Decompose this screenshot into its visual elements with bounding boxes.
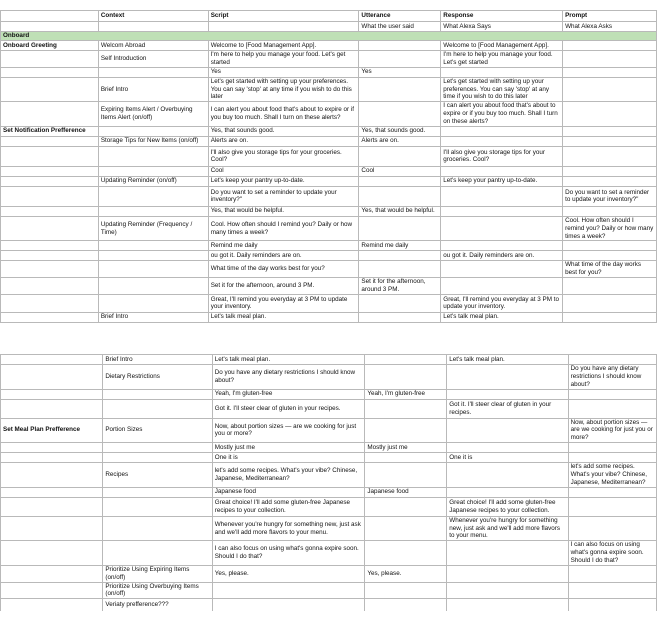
prompt-cell: Do you have any dietary restrictions I should know about? bbox=[568, 365, 656, 390]
prompt-cell bbox=[568, 355, 656, 365]
prompt-cell bbox=[563, 241, 657, 251]
table-row bbox=[1, 166, 657, 176]
group-cell bbox=[1, 51, 99, 68]
prompt-cell bbox=[568, 389, 656, 399]
utterance-cell bbox=[365, 582, 447, 599]
column-subheader: What the user said bbox=[359, 22, 441, 32]
table-row bbox=[1, 365, 657, 390]
prompt-cell: Do you want to set a reminder to update your inventory?" bbox=[563, 186, 657, 206]
table-row bbox=[1, 399, 657, 418]
column-header: Script bbox=[208, 11, 359, 22]
script-cell bbox=[212, 582, 365, 599]
utterance-cell bbox=[359, 77, 441, 102]
script-cell: Set it for the afternoon, around 3 PM. bbox=[208, 278, 359, 295]
context-cell bbox=[98, 261, 208, 278]
response-cell bbox=[447, 599, 568, 611]
group-cell bbox=[1, 176, 99, 186]
utterance-cell bbox=[359, 294, 441, 312]
prompt-cell bbox=[568, 443, 656, 453]
script-cell: Now, about portion sizes — are we cooking for just you or more? bbox=[212, 418, 365, 443]
prompt-cell bbox=[568, 599, 656, 611]
group-cell bbox=[1, 166, 99, 176]
script-cell: ou got it. Daily reminders are on. bbox=[208, 251, 359, 261]
table-row bbox=[1, 51, 657, 68]
group-cell bbox=[1, 443, 103, 453]
utterance-cell: Yes bbox=[359, 67, 441, 77]
response-cell bbox=[441, 241, 563, 251]
script-cell: Let's get started with setting up your preferences. You can say 'stop' at any time if you wish to do this later bbox=[208, 77, 359, 102]
prompt-cell bbox=[568, 453, 656, 463]
context-cell: Welcom Abroad bbox=[98, 41, 208, 51]
response-cell: I'm here to help you manage your food. Let's get started bbox=[441, 51, 563, 68]
response-cell: One it is bbox=[447, 453, 568, 463]
group-cell bbox=[1, 216, 99, 241]
prompt-cell bbox=[563, 51, 657, 68]
utterance-cell bbox=[359, 102, 441, 127]
script-cell: Yes, please. bbox=[212, 565, 365, 582]
response-cell bbox=[447, 463, 568, 488]
context-cell: Updating Reminder (on/off) bbox=[98, 176, 208, 186]
table-row bbox=[1, 102, 657, 127]
column-header bbox=[1, 11, 99, 22]
group-cell bbox=[1, 582, 103, 599]
context-cell bbox=[98, 166, 208, 176]
script-cell: Got it. I'll steer clear of gluten in your recipes. bbox=[212, 399, 365, 418]
response-cell bbox=[447, 541, 568, 566]
context-cell: Prioritize Using Overbuying Items (on/off) bbox=[103, 582, 212, 599]
column-subheader bbox=[1, 22, 99, 32]
context-cell bbox=[98, 278, 208, 295]
table-row bbox=[1, 355, 657, 365]
prompt-cell: What time of the day works best for you? bbox=[563, 261, 657, 278]
utterance-cell bbox=[365, 463, 447, 488]
script-cell: Let's talk meal plan. bbox=[208, 312, 359, 322]
context-cell: Storage Tips for New Items (on/off) bbox=[98, 136, 208, 146]
script-cell: Great, I'll remind you everyday at 3 PM to update your inventory. bbox=[208, 294, 359, 312]
group-cell bbox=[1, 389, 103, 399]
script-cell: One it is bbox=[212, 453, 365, 463]
table-row bbox=[1, 261, 657, 278]
group-cell bbox=[1, 261, 99, 278]
script-cell: I'll also give you storage tips for your groceries. Cool? bbox=[208, 146, 359, 166]
table-row bbox=[1, 487, 657, 497]
prompt-cell: Now, about portion sizes — are we cooking for just you or more? bbox=[568, 418, 656, 443]
table-row bbox=[1, 136, 657, 146]
group-cell bbox=[1, 102, 99, 127]
script-cell: Great choice! I'll add some gluten-free Japanese recipes to your collection. bbox=[212, 497, 365, 516]
group-cell bbox=[1, 516, 103, 541]
column-subheader: What Alexa Says bbox=[441, 22, 563, 32]
context-cell bbox=[103, 487, 212, 497]
context-cell bbox=[103, 389, 212, 399]
dialog-script-table-meal-plan bbox=[0, 354, 657, 611]
column-subheader: What Alexa Asks bbox=[563, 22, 657, 32]
utterance-cell: Set it for the afternoon, around 3 PM. bbox=[359, 278, 441, 295]
response-cell bbox=[441, 216, 563, 241]
table-row bbox=[1, 599, 657, 611]
script-cell: Welcome to [Food Management App]. bbox=[208, 41, 359, 51]
prompt-cell bbox=[563, 41, 657, 51]
response-cell: Whenever you're hungry for something new, just ask and we'll add more flavors to your menu. bbox=[447, 516, 568, 541]
response-cell bbox=[447, 582, 568, 599]
utterance-cell bbox=[359, 312, 441, 322]
group-cell bbox=[1, 487, 103, 497]
table-row bbox=[1, 186, 657, 206]
column-header: Context bbox=[98, 11, 208, 22]
response-cell: Great choice! I'll add some gluten-free Japanese recipes to your collection. bbox=[447, 497, 568, 516]
script-cell: Whenever you're hungry for something new, just ask and we'll add more flavors to your menu. bbox=[212, 516, 365, 541]
response-cell: Welcome to [Food Management App]. bbox=[441, 41, 563, 51]
table-row bbox=[1, 77, 657, 102]
response-cell: Let's talk meal plan. bbox=[447, 355, 568, 365]
table-row bbox=[1, 582, 657, 599]
table-row bbox=[1, 146, 657, 166]
utterance-cell bbox=[359, 41, 441, 51]
group-cell bbox=[1, 312, 99, 322]
utterance-cell bbox=[359, 146, 441, 166]
context-cell bbox=[103, 541, 212, 566]
table-row bbox=[1, 443, 657, 453]
group-cell bbox=[1, 67, 99, 77]
script-cell: Cool. How often should I remind you? Daily or how many times a week? bbox=[208, 216, 359, 241]
context-cell bbox=[103, 516, 212, 541]
group-cell bbox=[1, 365, 103, 390]
prompt-cell bbox=[563, 251, 657, 261]
script-cell: I can also focus on using what's gonna expire soon. Should I do that? bbox=[212, 541, 365, 566]
context-cell bbox=[103, 399, 212, 418]
response-cell bbox=[441, 261, 563, 278]
context-cell bbox=[103, 443, 212, 453]
prompt-cell bbox=[563, 126, 657, 136]
spreadsheet-meal-plan bbox=[0, 354, 657, 611]
utterance-cell: Alerts are on. bbox=[359, 136, 441, 146]
utterance-cell bbox=[365, 497, 447, 516]
script-cell: Yeah, I'm gluten-free bbox=[212, 389, 365, 399]
header-row bbox=[1, 11, 657, 22]
table-row bbox=[1, 541, 657, 566]
table-row bbox=[1, 418, 657, 443]
response-cell: Let's talk meal plan. bbox=[441, 312, 563, 322]
utterance-cell bbox=[365, 399, 447, 418]
context-cell bbox=[98, 146, 208, 166]
response-cell bbox=[441, 67, 563, 77]
group-cell bbox=[1, 355, 103, 365]
response-cell bbox=[447, 365, 568, 390]
context-cell bbox=[98, 241, 208, 251]
table-row bbox=[1, 312, 657, 322]
response-cell bbox=[441, 206, 563, 216]
context-cell bbox=[98, 251, 208, 261]
script-cell: Yes bbox=[208, 67, 359, 77]
context-cell bbox=[98, 206, 208, 216]
table-row bbox=[1, 453, 657, 463]
utterance-cell bbox=[359, 176, 441, 186]
context-cell: Brief Intro bbox=[103, 355, 212, 365]
script-cell: Alerts are on. bbox=[208, 136, 359, 146]
table-row bbox=[1, 67, 657, 77]
response-cell: Let's keep your pantry up-to-date. bbox=[441, 176, 563, 186]
script-cell: Mostly just me bbox=[212, 443, 365, 453]
response-cell: Got it. I'll steer clear of gluten in your recipes. bbox=[447, 399, 568, 418]
prompt-cell bbox=[563, 294, 657, 312]
context-cell bbox=[103, 497, 212, 516]
utterance-cell: Cool bbox=[359, 166, 441, 176]
response-cell bbox=[441, 278, 563, 295]
group-cell bbox=[1, 294, 99, 312]
table-row bbox=[1, 389, 657, 399]
response-cell bbox=[447, 443, 568, 453]
section-title: Onboard bbox=[1, 32, 657, 41]
prompt-cell bbox=[563, 278, 657, 295]
utterance-cell bbox=[359, 216, 441, 241]
prompt-cell bbox=[563, 166, 657, 176]
prompt-cell bbox=[563, 312, 657, 322]
table-row bbox=[1, 278, 657, 295]
context-cell: Expiring Items Alert / Overbuying Items Alert (on/off) bbox=[98, 102, 208, 127]
context-cell bbox=[98, 294, 208, 312]
prompt-cell bbox=[563, 67, 657, 77]
table-row bbox=[1, 216, 657, 241]
prompt-cell bbox=[568, 516, 656, 541]
table-row bbox=[1, 251, 657, 261]
prompt-cell bbox=[568, 582, 656, 599]
table-row bbox=[1, 463, 657, 488]
script-cell: I'm here to help you manage your food. Let's get started bbox=[208, 51, 359, 68]
utterance-cell bbox=[365, 516, 447, 541]
response-cell: Let's get started with setting up your preferences. You can say 'stop' at any time if you wish to do this later bbox=[441, 77, 563, 102]
prompt-cell: Cool. How often should I remind you? Daily or how many times a week? bbox=[563, 216, 657, 241]
group-cell: Set Meal Plan Prefference bbox=[1, 418, 103, 443]
context-cell: Updating Reminder (Frequency / Time) bbox=[98, 216, 208, 241]
table-row bbox=[1, 41, 657, 51]
script-cell: Japanese food bbox=[212, 487, 365, 497]
response-cell bbox=[447, 565, 568, 582]
response-cell: I'll also give you storage tips for your groceries. Cool? bbox=[441, 146, 563, 166]
prompt-cell bbox=[568, 565, 656, 582]
utterance-cell bbox=[365, 453, 447, 463]
column-header: Response bbox=[441, 11, 563, 22]
context-cell: Brief Intro bbox=[98, 312, 208, 322]
utterance-cell bbox=[359, 51, 441, 68]
context-cell bbox=[98, 67, 208, 77]
column-subheader bbox=[98, 22, 208, 32]
group-cell bbox=[1, 497, 103, 516]
context-cell: Recipes bbox=[103, 463, 212, 488]
script-cell: What time of the day works best for you? bbox=[208, 261, 359, 278]
dialog-script-table-onboarding bbox=[0, 10, 657, 323]
utterance-cell bbox=[365, 541, 447, 566]
utterance-cell: Yes, that sounds good. bbox=[359, 126, 441, 136]
group-cell bbox=[1, 206, 99, 216]
utterance-cell: Yes, please. bbox=[365, 565, 447, 582]
script-cell: Let's keep your pantry up-to-date. bbox=[208, 176, 359, 186]
context-cell bbox=[98, 126, 208, 136]
response-cell bbox=[447, 418, 568, 443]
prompt-cell bbox=[563, 77, 657, 102]
group-cell bbox=[1, 399, 103, 418]
group-cell bbox=[1, 251, 99, 261]
section-row bbox=[1, 32, 657, 41]
context-cell: Veriaty prefference??? bbox=[103, 599, 212, 611]
group-cell bbox=[1, 186, 99, 206]
column-subheader bbox=[208, 22, 359, 32]
prompt-cell bbox=[563, 102, 657, 127]
prompt-cell: I can also focus on using what's gonna expire soon. Should I do that? bbox=[568, 541, 656, 566]
spreadsheet-onboarding bbox=[0, 10, 657, 328]
script-cell: Let's talk meal plan. bbox=[212, 355, 365, 365]
script-cell: I can alert you about food that's about to expire or if you buy too much. Shall I turn on these alerts? bbox=[208, 102, 359, 127]
table-row bbox=[1, 126, 657, 136]
script-cell: Do you have any dietary restrictions I should know about? bbox=[212, 365, 365, 390]
column-header: Utterance bbox=[359, 11, 441, 22]
context-cell: Portion Sizes bbox=[103, 418, 212, 443]
prompt-cell bbox=[568, 497, 656, 516]
response-cell: Great, I'll remind you everyday at 3 PM to update your inventory. bbox=[441, 294, 563, 312]
prompt-cell: let's add some recipes. What's your vibe? Chinese, Japanese, Mediterranean? bbox=[568, 463, 656, 488]
subheader-row bbox=[1, 22, 657, 32]
group-cell bbox=[1, 599, 103, 611]
utterance-cell bbox=[365, 355, 447, 365]
script-cell bbox=[212, 599, 365, 611]
column-header: Prompt bbox=[563, 11, 657, 22]
group-cell bbox=[1, 136, 99, 146]
table-row bbox=[1, 241, 657, 251]
utterance-cell bbox=[359, 186, 441, 206]
script-cell: Do you want to set a reminder to update your inventory?" bbox=[208, 186, 359, 206]
script-cell: Cool bbox=[208, 166, 359, 176]
group-cell bbox=[1, 278, 99, 295]
response-cell bbox=[441, 126, 563, 136]
script-cell: Remind me daily bbox=[208, 241, 359, 251]
context-cell bbox=[103, 453, 212, 463]
table-row bbox=[1, 294, 657, 312]
group-cell bbox=[1, 241, 99, 251]
group-cell bbox=[1, 565, 103, 582]
response-cell bbox=[441, 166, 563, 176]
script-cell: let's add some recipes. What's your vibe? Chinese, Japanese, Mediterranean? bbox=[212, 463, 365, 488]
response-cell bbox=[441, 136, 563, 146]
response-cell: ou got it. Daily reminders are on. bbox=[441, 251, 563, 261]
context-cell: Brief Intro bbox=[98, 77, 208, 102]
table-row bbox=[1, 516, 657, 541]
group-cell bbox=[1, 77, 99, 102]
group-cell bbox=[1, 453, 103, 463]
utterance-cell: Japanese food bbox=[365, 487, 447, 497]
utterance-cell bbox=[359, 251, 441, 261]
group-cell bbox=[1, 146, 99, 166]
prompt-cell bbox=[568, 399, 656, 418]
context-cell: Self Introduction bbox=[98, 51, 208, 68]
group-cell bbox=[1, 541, 103, 566]
utterance-cell bbox=[365, 418, 447, 443]
prompt-cell bbox=[563, 136, 657, 146]
table-row bbox=[1, 176, 657, 186]
utterance-cell: Mostly just me bbox=[365, 443, 447, 453]
response-cell bbox=[441, 186, 563, 206]
prompt-cell bbox=[563, 146, 657, 166]
response-cell: I can alert you about food that's about to expire or if you buy too much. Shall I turn on these alerts? bbox=[441, 102, 563, 127]
prompt-cell bbox=[563, 206, 657, 216]
script-cell: Yes, that sounds good. bbox=[208, 126, 359, 136]
utterance-cell: Yeah, I'm gluten-free bbox=[365, 389, 447, 399]
table-row bbox=[1, 497, 657, 516]
script-cell: Yes, that would be helpful. bbox=[208, 206, 359, 216]
utterance-cell: Remind me daily bbox=[359, 241, 441, 251]
table-row bbox=[1, 565, 657, 582]
group-cell: Set Notification Prefference bbox=[1, 126, 99, 136]
prompt-cell bbox=[568, 487, 656, 497]
utterance-cell bbox=[365, 365, 447, 390]
response-cell bbox=[447, 389, 568, 399]
context-cell: Prioritize Using Expiring Items (on/off) bbox=[103, 565, 212, 582]
group-cell bbox=[1, 463, 103, 488]
context-cell bbox=[98, 186, 208, 206]
group-cell: Onboard Greeting bbox=[1, 41, 99, 51]
utterance-cell bbox=[365, 599, 447, 611]
prompt-cell bbox=[563, 176, 657, 186]
utterance-cell bbox=[359, 261, 441, 278]
utterance-cell: Yes, that would be helpful. bbox=[359, 206, 441, 216]
response-cell bbox=[447, 487, 568, 497]
table-row bbox=[1, 206, 657, 216]
context-cell: Dietary Restrictions bbox=[103, 365, 212, 390]
